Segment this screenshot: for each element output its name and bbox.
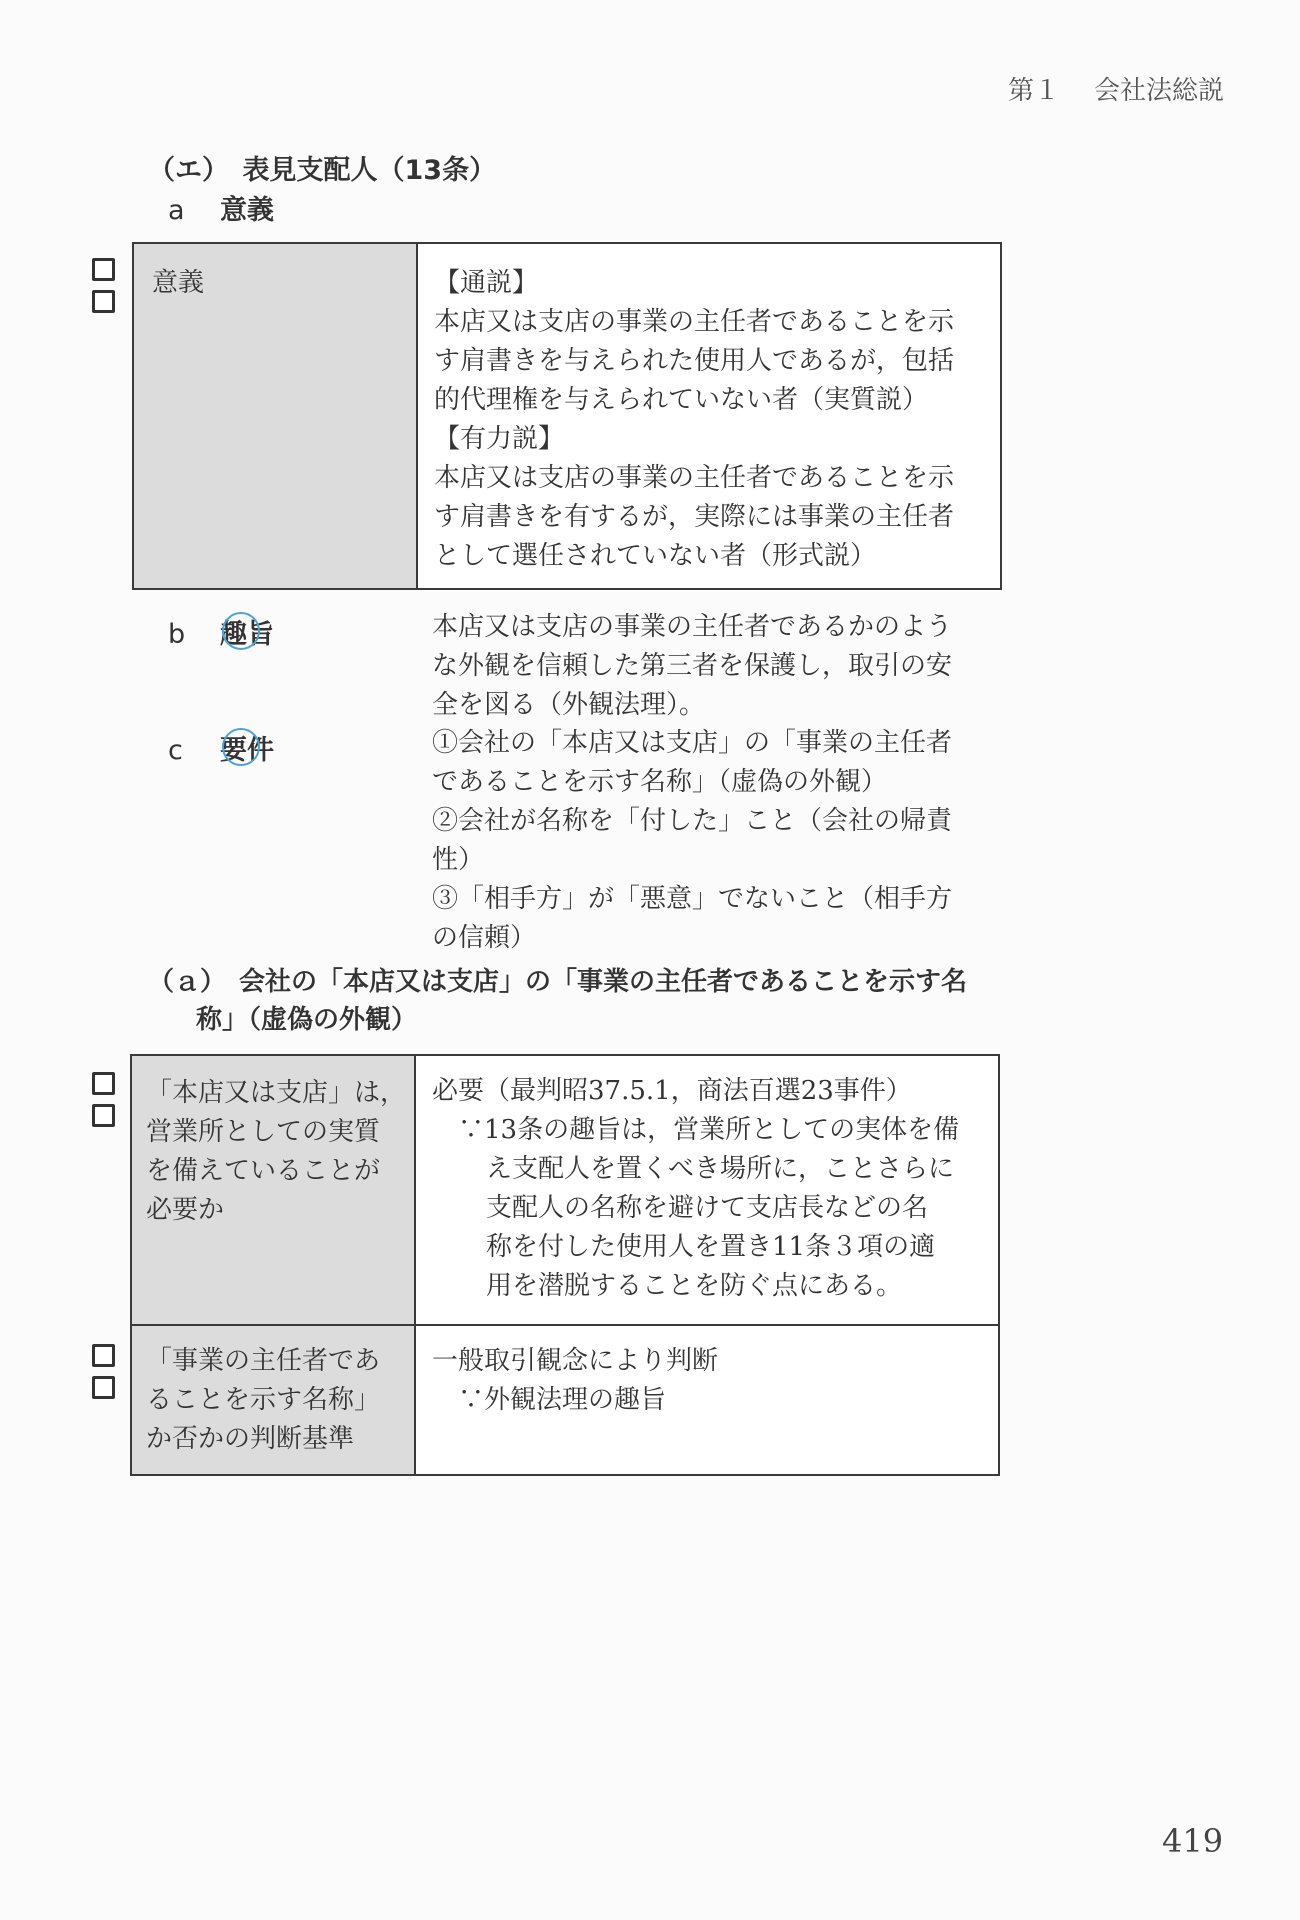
issue-table: [130, 1054, 1000, 1476]
text-line: ∵13条の趣旨は，営業所としての実体を備: [458, 1115, 960, 1145]
review-checkbox[interactable]: [92, 290, 115, 313]
subheading-c-title: 要件: [220, 728, 274, 767]
text-line: 支配人の名称を避けて支店長などの名: [486, 1193, 929, 1223]
text-line: 「本店又は支店」は，: [146, 1078, 407, 1108]
running-header: [1008, 70, 1224, 107]
subheading-b-title: 趣旨: [220, 612, 274, 651]
review-checkbox[interactable]: [92, 1104, 115, 1127]
text-line: す肩書きを与えられた使用人であるが，包括: [434, 346, 955, 376]
text-line: ∵外観法理の趣旨: [458, 1385, 667, 1415]
issue-answer: [432, 1342, 992, 1420]
issue-question-cell: [132, 1056, 416, 1324]
subheading-a: [168, 188, 274, 227]
issue-question: [146, 1074, 406, 1230]
purpose-text: [432, 608, 1002, 725]
definition-label: 意義: [152, 268, 205, 298]
definition-content: [434, 264, 994, 576]
subheading-a-title: 意義: [220, 195, 274, 226]
text-line: え支配人を置くべき場所に，ことさらに: [486, 1154, 955, 1184]
subheading-b-mark: b: [168, 619, 186, 650]
text-line: として選任されていない者（形式説）: [434, 541, 877, 571]
text-line: ることを示す名称」: [146, 1385, 381, 1415]
subheading-a-small-line2: 称」（虚偽の外観）: [196, 1005, 418, 1035]
issue-answer: [432, 1072, 992, 1306]
text-line: の信頼）: [432, 923, 537, 953]
subheading-c-mark: c: [168, 735, 183, 766]
page-number: 419: [1162, 1822, 1224, 1860]
text-line: 【通説】: [434, 268, 539, 298]
text-line: 必要（最判昭37.5.1，商法百選23事件）: [432, 1076, 912, 1106]
text-line: 本店又は支店の事業の主任者であることを示: [434, 463, 955, 493]
review-checkbox[interactable]: [92, 1072, 115, 1095]
text-line: ③「相手方」が「悪意」でないこと（相手方: [432, 884, 953, 914]
subheading-c: [168, 728, 274, 767]
requirements-text: [432, 724, 1002, 958]
text-line: 的代理権を与えられていない者（実質説）: [434, 385, 929, 415]
text-line: 営業所としての実質: [146, 1117, 381, 1147]
text-line: 「事業の主任者であ: [146, 1346, 381, 1376]
text-line: であることを示す名称」（虚偽の外観）: [432, 767, 888, 797]
text-line: ②会社が名称を「付した」こと（会社の帰責: [432, 806, 953, 836]
text-line: 一般取引観念により判断: [432, 1346, 719, 1376]
text-line: か否かの判断基準: [146, 1424, 355, 1454]
definition-table: [132, 242, 1002, 590]
text-line: 【有力説】: [434, 424, 565, 454]
text-line: 用を潜脱することを防ぐ点にある。: [486, 1271, 903, 1301]
subheading-a-small-line1: （ａ） 会社の「本店又は支店」の「事業の主任者であることを示す名: [148, 967, 968, 997]
text-line: 性）: [432, 845, 485, 875]
text-line: 本店又は支店の事業の主任者であることを示: [434, 307, 955, 337]
subheading-a-small: [148, 963, 1008, 1039]
review-checkbox[interactable]: [92, 258, 115, 281]
review-checkbox[interactable]: [92, 1344, 115, 1367]
text-line: 全を図る（外観法理）。: [432, 690, 706, 720]
chapter-number: 第１: [1008, 76, 1061, 106]
issue-question-cell: [132, 1326, 416, 1474]
subheading-b: [168, 612, 274, 651]
chapter-title: 会社法総説: [1094, 76, 1225, 106]
text-line: ①会社の「本店又は支店」の「事業の主任者: [432, 728, 953, 758]
text-line: す肩書きを有するが，実際には事業の主任者: [434, 502, 955, 532]
subheading-a-mark: a: [168, 195, 185, 226]
text-line: な外観を信頼した第三者を保護し，取引の安: [432, 651, 953, 681]
section-heading: （エ） 表見支配人（13条）: [148, 155, 497, 186]
text-line: 本店又は支店の事業の主任者であるかのよう: [432, 612, 953, 642]
review-checkbox[interactable]: [92, 1376, 115, 1399]
definition-label-cell: [134, 244, 418, 588]
text-line: 称を付した使用人を置き11条３項の適: [486, 1232, 936, 1262]
text-line: 必要か: [146, 1195, 225, 1225]
issue-question: [146, 1342, 380, 1459]
text-line: を備えていることが: [146, 1156, 381, 1186]
